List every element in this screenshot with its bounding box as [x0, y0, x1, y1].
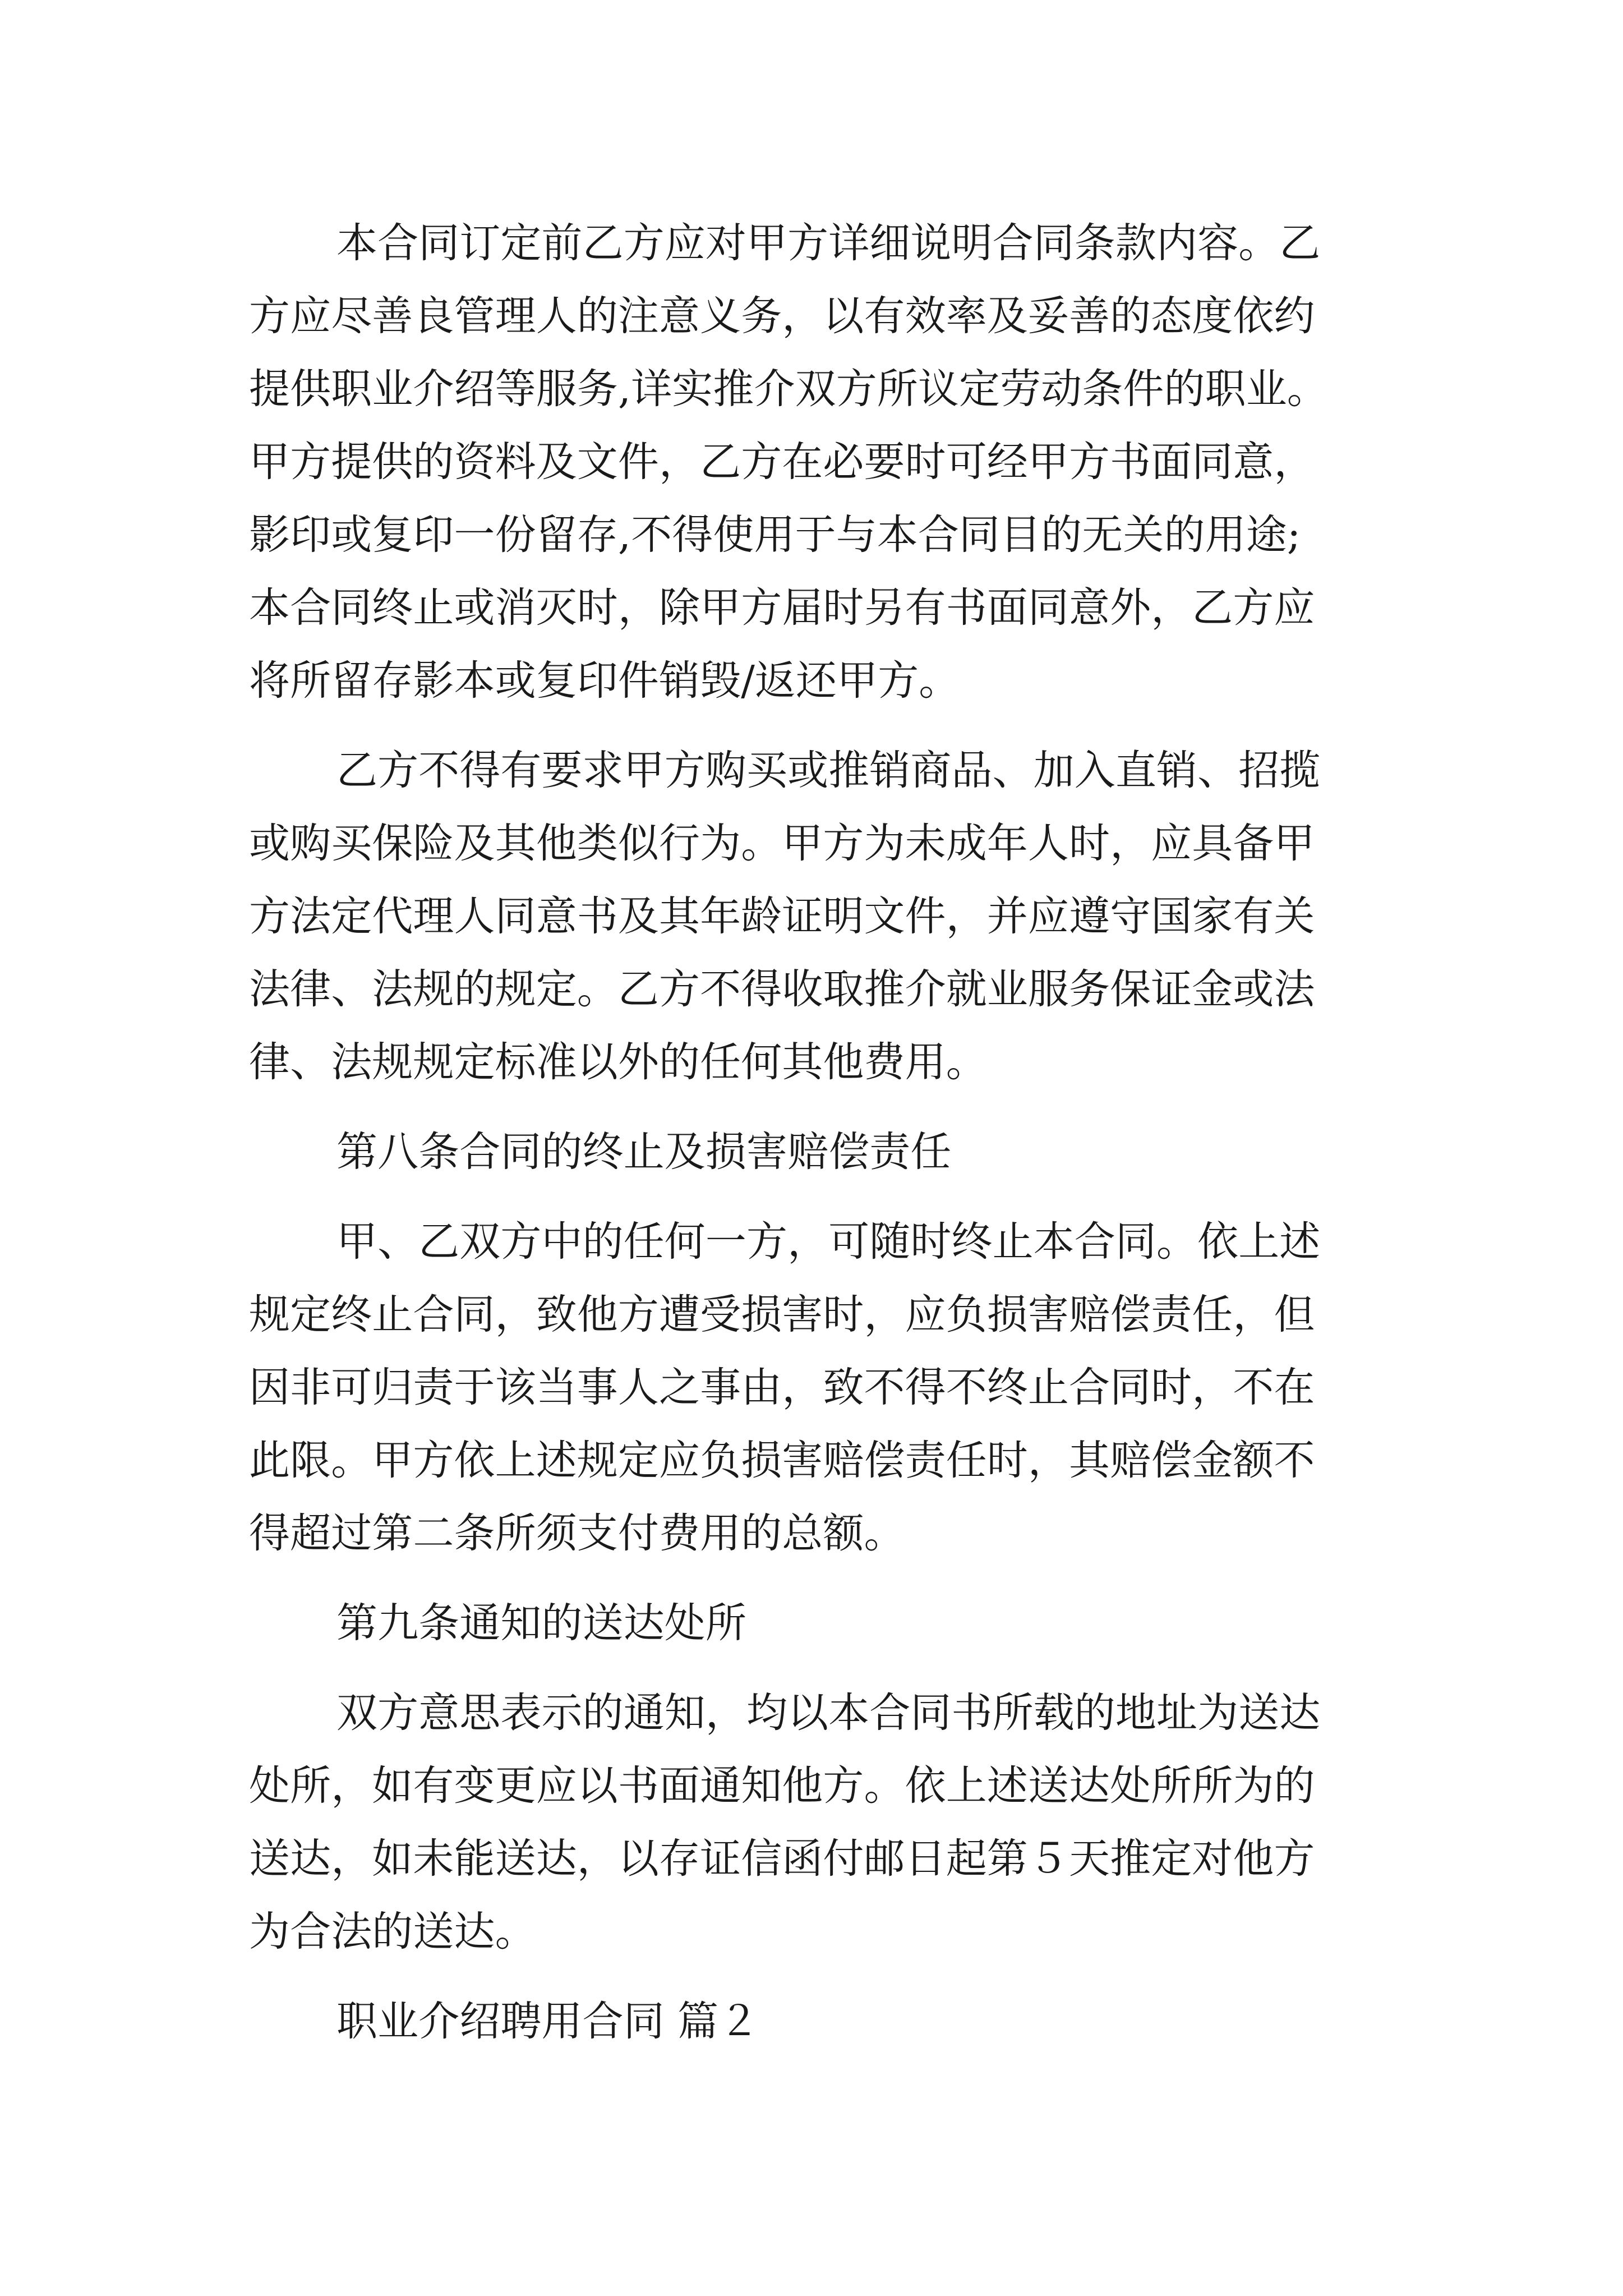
paragraph-1-line-4: 甲方提供的资料及文件，乙方在必要时可经甲方书面同意，: [249, 438, 1315, 486]
paragraph-3-line-5: 得超过第二条所须支付费用的总额。: [249, 1510, 905, 1557]
paragraph-4-line-1: 双方意思表示的通知，均以本合同书所载的地址为送达: [336, 1689, 1321, 1737]
paragraph-1-line-3: 提供职业介绍等服务,详实推介双方所议定劳动条件的职业。: [249, 365, 1328, 413]
paragraph-2-line-2: 或购买保险及其他类似行为。甲方为未成年人时，应具备甲: [249, 820, 1315, 867]
paragraph-2-line-5: 律、法规规定标准以外的任何其他费用。: [249, 1038, 987, 1086]
section-heading-article-8: 第八条合同的终止及损害赔偿责任: [336, 1128, 952, 1176]
paragraph-1-line-6: 本合同终止或消灭时，除甲方届时另有书面同意外，乙方应: [249, 584, 1315, 632]
paragraph-4-line-2: 处所，如有变更应以书面通知他方。依上述送达处所所为的: [249, 1762, 1315, 1810]
paragraph-3-line-3: 因非可归责于该当事人之事由，致不得不终止合同时，不在: [249, 1364, 1315, 1411]
document-section-title: 职业介绍聘用合同 篇２: [336, 1998, 760, 2045]
paragraph-1-line-7: 将所留存影本或复印件销毁/返还甲方。: [249, 657, 960, 705]
paragraph-1-line-1: 本合同订定前乙方应对甲方详细说明合同条款内容。乙: [336, 219, 1321, 267]
paragraph-3-line-1: 甲、乙双方中的任何一方，可随时终止本合同。依上述: [336, 1218, 1321, 1266]
paragraph-2-line-3: 方法定代理人同意书及其年龄证明文件，并应遵守国家有关: [249, 892, 1315, 940]
section-heading-article-9: 第九条通知的送达处所: [336, 1599, 746, 1647]
paragraph-4-line-3: 送达，如未能送达，以存证信函付邮日起第５天推定对他方: [249, 1835, 1315, 1883]
paragraph-4-line-4: 为合法的送达。: [249, 1908, 536, 1955]
paragraph-1-line-5: 影印或复印一份留存,不得使用于与本合同目的无关的用途;: [249, 511, 1301, 559]
paragraph-2-line-4: 法律、法规的规定。乙方不得收取推介就业服务保证金或法: [249, 965, 1315, 1013]
paragraph-1-line-2: 方应尽善良管理人的注意义务，以有效率及妥善的态度依约: [249, 292, 1315, 340]
paragraph-2-line-1: 乙方不得有要求甲方购买或推销商品、加入直销、招揽: [336, 747, 1321, 794]
paragraph-3-line-2: 规定终止合同，致他方遭受损害时，应负损害赔偿责任，但: [249, 1291, 1315, 1338]
paragraph-3-line-4: 此限。甲方依上述规定应负损害赔偿责任时，其赔偿金额不: [249, 1437, 1315, 1484]
